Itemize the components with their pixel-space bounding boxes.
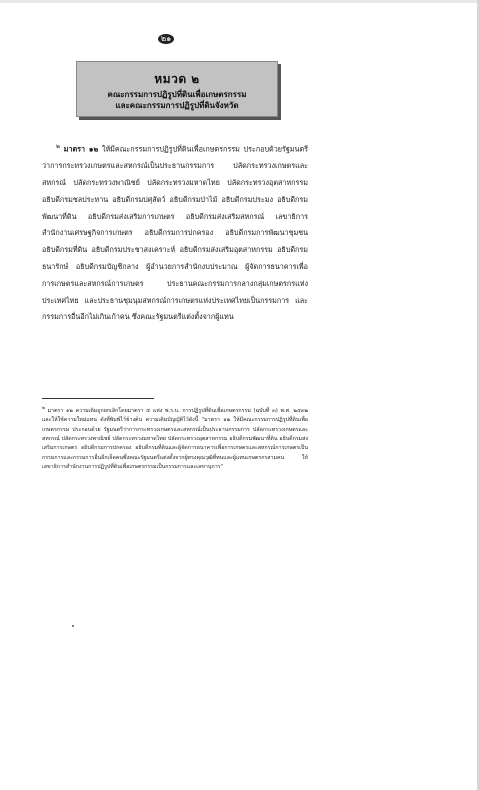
chapter-title: หมวด ๒	[154, 72, 200, 86]
footnote-reference: ๒	[56, 143, 60, 150]
footnote	[42, 404, 308, 473]
section-text: ให้มีคณะกรรมการปฏิรูปที่ดินเพื่อเกษตรกรรม ประกอบด้วยรัฐมนตรีว่าการกระทรวงเกษตรและสหกรณ์เป็นประธานกรรมการ ปลัดกระทรวงเกษตรและสหกรณ์ ปลัดกระทรวงพาณิชย์ ปลัดกระทรวงมหาดไทย ปลัดกระทรวงอุตสาหกรรม อธิบดีกรมชลประทาน อธิบดีกรมปศุสัตว์ อธิบดีกรมป่าไม้ อธิบดีกรมประมง อธิบดีกรมพัฒนาที่ดิน อธิบดีกรมส่งเสริมการเกษตร อธิบดีกรมส่งเสริมสหกรณ์ เลขาธิการสำนักงานเศรษฐกิจการเกษตร อธิบดีกรมการปกครอง อธิบดีกรมการพัฒนาชุมชน อธิบดีกรมที่ดิน อธิบดีกรมประชาสงเคราะห์ อธิบดีกรมส่งเสริมอุตสาหกรรม อธิบดีกรมธนารักษ์ อธิบดีกรมบัญชีกลาง ผู้อำนวยการสำนักงบประมาณ ผู้จัดการธนาคารเพื่อการเกษตรและสหกรณ์การเกษตร ประธานคณะกรรมการกลางกลุ่มเกษตรกรแห่งประเทศไทย และประธานชุมนุมสหกรณ์การเกษตรแห่งประเทศไทยเป็นกรรมการ และกรรมการอื่นอีกไม่เกินเก้าคน ซึ่งคณะรัฐมนตรีแต่งตั้งจากผู้แทน	[42, 144, 308, 322]
page-number: ๒๑	[158, 34, 174, 44]
chapter-heading-box	[76, 61, 278, 117]
scan-edge-top	[0, 0, 479, 3]
section-number: มาตรา ๑๒	[63, 144, 99, 154]
chapter-subtitle-line-2: และคณะกรรมการปฏิรูปที่ดินจังหวัด	[115, 101, 239, 110]
footnote-divider	[42, 398, 154, 399]
chapter-subtitle-line-1: คณะกรรมการปฏิรูปที่ดินเพื่อเกษตรกรรม	[107, 90, 247, 99]
section-12-paragraph	[42, 139, 308, 326]
footnote-text: มาตรา ๑๒ ความเดิมถูกยกเลิกโดยมาตรา ๕ แห่ง พ.ร.บ. การปฏิรูปที่ดินเพื่อเกษตรกรรม (ฉบับที่ ๓) พ.ศ. ๒๕๓๒ และให้ใช้ความใหม่แทน ดังที่พิมพ์ไว้ข้างต้น ความเดิมบัญญัติไว้ดังนี้ "มาตรา ๑๒ ให้มีคณะกรรมการปฏิรูปที่ดินเพื่อเกษตรกรรม ประกอบด้วย รัฐมนตรีว่าการกระทรวงเกษตรและสหกรณ์เป็นประธานกรรมการ ปลัดกระทรวงเกษตรและสหกรณ์ ปลัดกระทรวงพาณิชย์ ปลัดกระทรวงมหาดไทย ปลัดกระทรวงอุตสาหกรรม อธิบดีกรมพัฒนาที่ดิน อธิบดีกรมส่งเสริมการเกษตร อธิบดีกรมการปกครอง อธิบดีกรมที่ดินและผู้จัดการธนาคารเพื่อการเกษตรและสหกรณ์การเกษตรเป็นกรรมการและกรรมการอื่นอีกเจ็ดคนซึ่งคณะรัฐมนตรีแต่งตั้งจากผู้ทรงคุณวุฒิที่ทนและผู้แทนเกษตรกรสามคน ให้เลขาธิการสำนักงานการปฏิรูปที่ดินเพื่อเกษตรกรรมเป็นกรรมการและเลขานุการ"	[42, 407, 309, 471]
scan-speck	[72, 625, 74, 627]
footnote-marker: ๒	[42, 406, 45, 411]
